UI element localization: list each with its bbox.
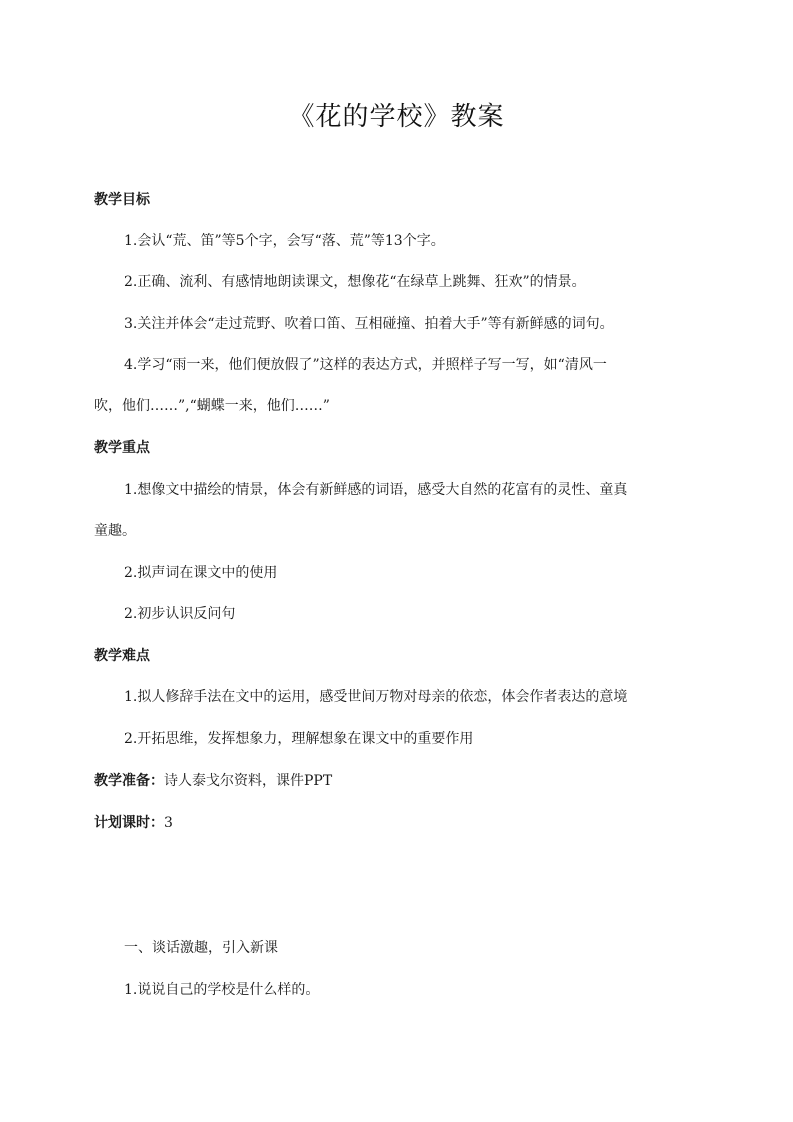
preparation-value: 诗人泰戈尔资料，课件PPT [164,773,333,789]
key-point-item: 2.初步认识反问句 [124,606,236,622]
section-item: 1.说说自己的学校是什么样的。 [124,982,320,998]
objectives-heading: 教学目标 [94,192,150,208]
objective-item: 4.学习“雨一来，他们便放假了”这样的表达方式，并照样子写一写，如“清风一 [124,357,607,373]
key-points-heading: 教学重点 [94,440,150,456]
objective-item: 3.关注并体会“走过荒野、吹着口笛、互相碰撞、拍着大手”等有新鲜感的词句。 [124,316,614,332]
difficulty-item: 1.拟人修辞手法在文中的运用，感受世间万物对母亲的依恋，体会作者表达的意境 [124,689,628,705]
objective-item: 2.正确、流利、有感情地朗读课文，想像花“在绿草上跳舞、狂欢”的情景。 [124,274,586,290]
preparation-label: 教学准备： [94,773,164,789]
key-point-item: 2.拟声词在课文中的使用 [124,565,278,581]
key-point-item-continued: 童趣。 [94,523,136,539]
difficulties-heading: 教学难点 [94,648,150,664]
periods-value: 3 [164,815,173,831]
difficulty-item: 2.开拓思维，发挥想象力，理解想象在课文中的重要作用 [124,731,474,747]
periods-line [94,813,173,833]
objective-item: 1.会认“荒、笛”等5个字，会写“落、荒”等13个字。 [124,233,445,249]
section-heading: 一、谈话激趣，引入新课 [124,940,278,956]
periods-label: 计划课时： [94,815,164,831]
key-point-item: 1.想像文中描绘的情景，体会有新鲜感的词语，感受大自然的花富有的灵性、童真 [124,482,628,498]
preparation-line [94,771,332,791]
document-title: 《花的学校》教案 [288,102,505,132]
objective-item-continued: 吹，他们……”,“蝴蝶一来，他们……” [94,398,330,414]
